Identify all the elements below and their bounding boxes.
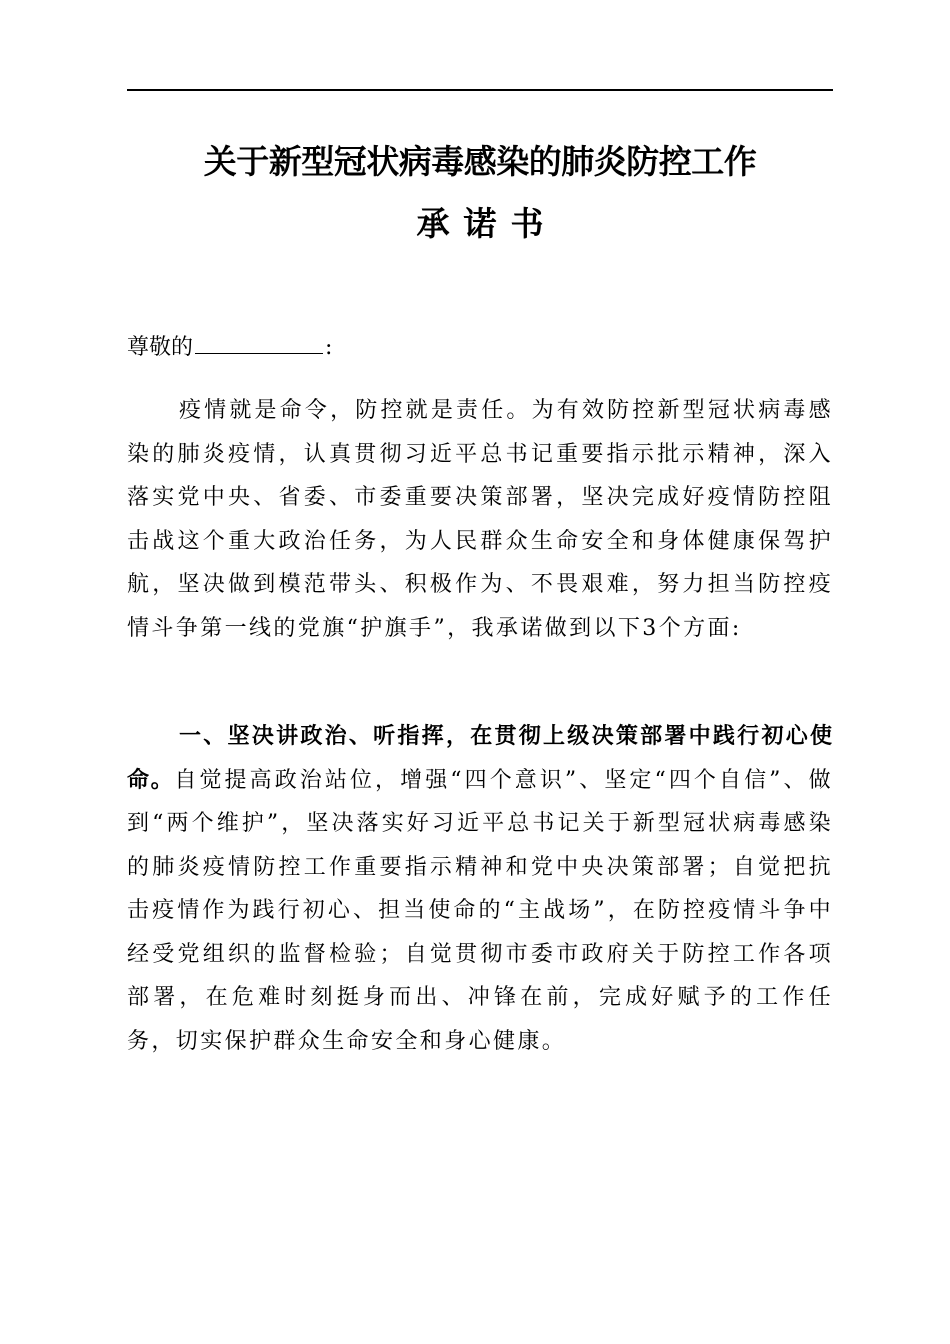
- recipient-blank: [195, 333, 323, 354]
- document-title-line2: 承诺书: [416, 204, 558, 243]
- header-rule: [127, 89, 833, 91]
- intro-paragraph: 疫情就是命令，防控就是责任。为有效防控新型冠状病毒感染的肺炎疫情，认真贯彻习近平总书记重要指示批示精神，深入落实党中央、省委、市委重要决策部署，坚决完成好疫情防控阻击战这个重大政治任务，为人民群众生命安全和身体健康保驾护航，坚决做到模范带头、积极作为、不畏艰难，努力担当防控疫情斗争第一线的党旗“护旗手”，我承诺做到以下3个方面:: [127, 398, 833, 641]
- salutation-prefix: 尊敬的: [127, 335, 194, 360]
- section1-heading: 一、坚决讲政治、听指挥，在贯彻上级决策部署中践行初心使命。: [127, 724, 833, 793]
- salutation-suffix: :: [325, 335, 333, 360]
- salutation: [127, 331, 332, 365]
- section1-paragraph: [127, 715, 833, 1063]
- section1-body: 自觉提高政治站位，增强“四个意识”、坚定“四个自信”、做到“两个维护”，坚决落实好习近平总书记关于新型冠状病毒感染的肺炎疫情防控工作重要指示精神和党中央决策部署；自觉把抗击疫情作为践行初心、担当使命的“主战场”，在防控疫情斗争中经受党组织的监督检验；自觉贯彻市委市政府关于防控工作各项部署，在危难时刻挺身而出、冲锋在前，完成好赋予的工作任务，切实保护群众生命安全和身心健康。: [127, 767, 833, 1054]
- document-title-line1: 关于新型冠状病毒感染的肺炎防控工作: [203, 142, 757, 181]
